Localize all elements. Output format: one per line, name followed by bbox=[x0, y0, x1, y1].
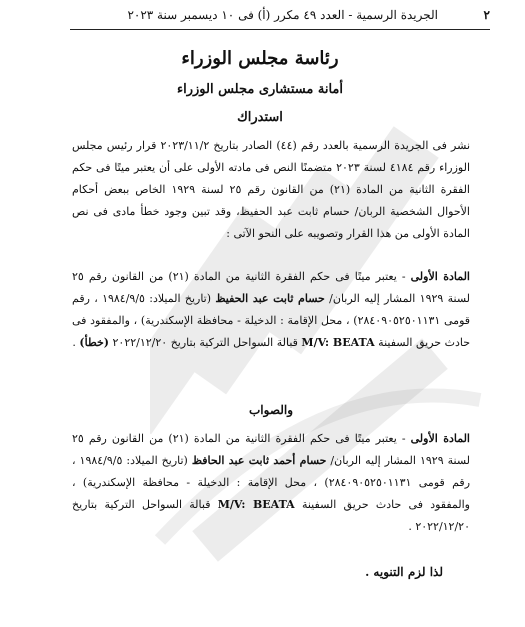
correction-heading: والصواب bbox=[248, 403, 294, 417]
authority-title: رئاسة مجلس الوزراء bbox=[181, 48, 339, 69]
secretariat-title: أمانة مستشارى مجلس الوزراء bbox=[177, 82, 343, 97]
intro-paragraph: نشر فى الجريدة الرسمية بالعدد رقم (٤٤) الصادر بتاريخ ٢٠٢٣/١١/٢ قرار رئيس مجلس الوزراء رقم ٤١٨٤ لسنة ٢٠٢٣ متضمنًا النص فى مادته الأولى على أن يعتبر ميتًا فى حكم الفقرة الثانية من المادة (٢١) من القانون رقم ٢٥ لسنة ١٩٢٩ الخاص ببعض أحكام الأحوال الشخصية الربان/ حسام ثابت عبد الحفيظ، وقد تبين وجود خطأ مادى فى نص المادة الأولى من هذا القرار وتصويبه على النحو الآتى : bbox=[72, 139, 471, 240]
article-text: (تاريخ الميلاد: ١٩٨٤/٩/٥ ، رقم قومى ٢٨٤٠٩٠٥٢٥٠١١٣١) ، محل الإقامة : الدخيلة - محافظة الإسكندرية) ، والمفقود فى حادث حريق السفينة bbox=[72, 292, 471, 349]
header-text: الجريدة الرسمية - العدد ٤٩ مكرر (أ) فى ١٠ ديسمبر سنة ٢٠٢٣ bbox=[127, 8, 438, 22]
person-name: حسام ثابت عبد الحفيظ bbox=[215, 292, 325, 305]
article-end: . bbox=[72, 336, 80, 349]
header-rule bbox=[70, 29, 490, 30]
page-number: ٢ bbox=[483, 8, 490, 22]
article-text: - يعتبر ميتًا فى حكم الفقرة الثانية من المادة (٢١) من القانون رقم ٢٥ لسنة ١٩٢٩ المشار إليه الربان/ bbox=[72, 270, 470, 305]
notice-title: استدراك bbox=[237, 110, 283, 125]
article-text: قبالة السواحل التركية بتاريخ ٢٠٢٢/١٢/٢٠ . bbox=[72, 498, 470, 533]
corrected-article bbox=[72, 428, 470, 538]
article-label: المادة الأولى bbox=[410, 432, 470, 445]
error-mark: (خطأ) bbox=[79, 336, 110, 349]
ship-name: M/V: BEATA bbox=[301, 336, 375, 349]
error-article bbox=[72, 266, 470, 354]
ship-name: M/V: BEATA bbox=[217, 498, 295, 511]
person-name: حسام أحمد ثابت عبد الحافظ bbox=[191, 454, 327, 467]
article-text: - يعتبر ميتًا فى حكم الفقرة الثانية من المادة (٢١) من القانون رقم ٢٥ لسنة ١٩٢٩ المشار إليه الربان/ bbox=[72, 432, 470, 467]
article-text: قبالة السواحل التركية بتاريخ ٢٠٢٢/١٢/٢٠ bbox=[109, 336, 302, 349]
closing-note: لذا لزم التنويه . bbox=[365, 565, 443, 579]
article-text: (تاريخ الميلاد: ١٩٨٤/٩/٥ ، رقم قومى ٢٨٤٠٩٠٥٢٥٠١١٣١) ، محل الإقامة : الدخيلة - محافظة الإسكندرية) ، والمفقود فى حادث حريق السفينة bbox=[72, 454, 471, 511]
page-header bbox=[70, 7, 490, 27]
article-label: المادة الأولى bbox=[410, 270, 470, 283]
